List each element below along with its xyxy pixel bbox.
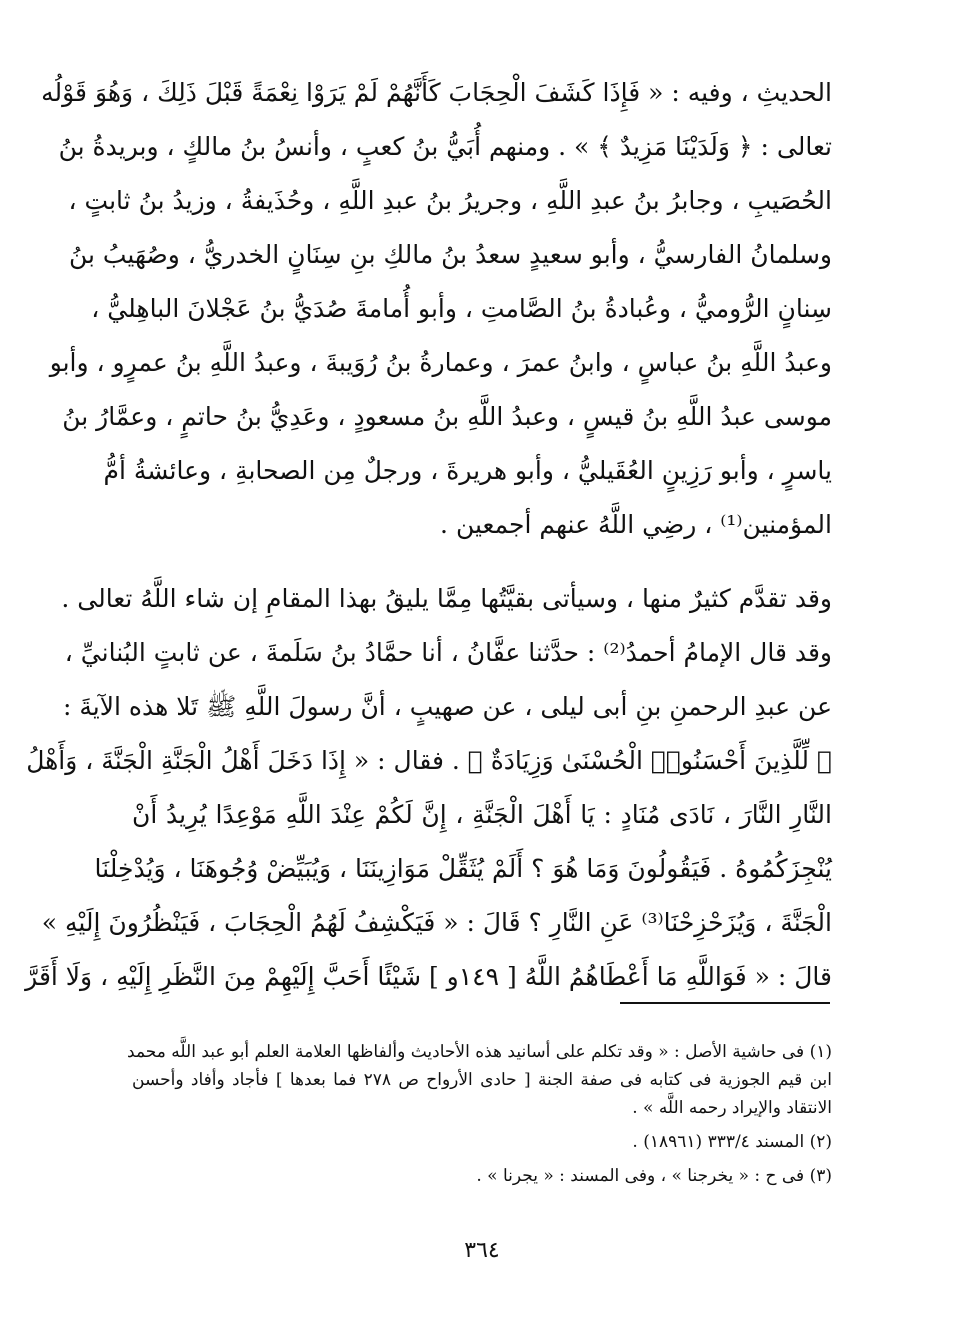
paragraph-spacer: [132, 552, 832, 572]
main-text: [25, 66, 832, 1004]
text-line: الْجَنَّةَ ، وَيُزَحْزِحْنَا⁽³⁾ عَنِ النَّارِ ؟ قَالَ : « فَيَكْشِفُ لَهُمُ الْحِجَابَ ، فَيَنْظُرُونَ إِلَيْهِ »: [41, 908, 832, 937]
footnotes: [127, 1038, 832, 1190]
footnote-separator: [620, 1002, 830, 1004]
text-line: النَّارِ النَّارَ ، نَادَى مُنَادٍ : يَا أَهْلَ الْجَنَّةِ ، إِنَّ لَكُمْ عِنْدَ اللَّهِ مَوْعِدًا يُرِيدُ أَنْ: [132, 800, 832, 829]
footnote-line: ابن قيم الجوزية فى كتابه فى صفة الجنة [ حادى الأرواح ص ٢٧٨ فما بعدها ] فأجاد وأفاد وأحسن: [132, 1070, 832, 1090]
text-line: وسلمانُ الفارسيُّ ، وأبو سعيدٍ سعدُ بنُ مالكِ بنِ سِنَانٍ الخدريُّ ، وصُهَيبُ بنُ: [68, 240, 832, 269]
text-line: موسى عبدُ اللَّهِ بنُ قيسٍ ، وعبدُ اللَّهِ بنُ مسعودٍ ، وعَدِيُّ بنُ حاتمٍ ، وعمَّارُ بنُ: [62, 402, 832, 431]
text-line: المؤمنين⁽¹⁾ ، رضِي اللَّهُ عنهم أجمعين .: [440, 510, 832, 539]
paragraph-1: [41, 66, 832, 552]
text-line: قالَ : « فَوَاللَّهِ مَا أَعْطَاهُمُ اللَّهُ [ ١٤٩و ] شَيْئًا أَحَبَّ إِلَيْهِمْ مِنَ النَّظَرِ إِلَيْهِ ، وَلَا أَقَرَّ: [25, 962, 832, 991]
text-line: الحديثِ ، وفيه : « فَإِذَا كَشَفَ الْحِجَابَ كَأَنَّهُمْ لَمْ يَرَوْا نِعْمَةً قَبْلَ ذَلِكَ ، وَهُوَ قَوْلُه: [41, 78, 832, 107]
footnote-line: (١) فى حاشية الأصل : « وقد تكلم على أسانيد هذه الأحاديث وألفاظها العلامة العلم أبو عبد اللَّه محمد: [127, 1042, 832, 1062]
footnote-1: [127, 1038, 832, 1122]
text-line: وقد قال الإمامُ أحمدُ⁽²⁾ : حدَّثنا عفَّانُ ، أنا حمَّادُ بنُ سَلَمةَ ، عن ثابتٍ البُنانيِّ ،: [64, 638, 832, 667]
page-number: ٣٦٤: [464, 1238, 500, 1263]
text-line: سِنانٍ الرُّوميُّ ، وعُبادةُ بنُ الصَّامتِ ، وأبو أُمامةَ صُدَيُّ بنُ عَجْلانَ الباهِليُّ ،: [91, 294, 832, 323]
footnote-line: الانتقاد والإيراد رحمه اللَّه » .: [632, 1098, 832, 1118]
text-line: تعالى : ﴿ وَلَدَيْنَا مَزِيدٌ ﴾ » . ومنهم أُبَيُّ بنُ كعبٍ ، وأنسُ بنُ مالكٍ ، وبريدةُ بنُ: [58, 132, 832, 161]
paragraph-2: [25, 572, 832, 1004]
text-line: ياسرٍ ، وأبو رَزِينٍ العُقَيليُّ ، وأبو هريرةَ ، ورجلٌ مِن الصحابةِ ، وعائشةُ أمُّ: [103, 456, 832, 485]
footnote-3: (٣) فى ح : « يخرجنا » ، وفى المسند : « يجرنا » .: [476, 1166, 832, 1186]
footnote-2: (٢) المسند ٣٣٣/٤ (١٨٩٦١) .: [632, 1132, 832, 1152]
text-line: يُنْجِزَكُمُوهُ . فَيَقُولُونَ وَمَا هُوَ ؟ أَلَمْ يُثَقِّلْ مَوَازِينَنَا ، وَيُبَيِّضْ وُجُوهَنَا ، وَيُدْخِلْنَا: [94, 854, 832, 883]
text-line: ﴿ لِّلَّذِينَ أَحْسَنُوا۟ الْحُسْنَىٰ وَزِيَادَةٌ ﴾ . فقال : « إِذَا دَخَلَ أَهْلُ الْجَنَّةِ الْجَنَّةَ ، وَأَهْلُ: [26, 746, 832, 775]
text-line: عن عبدِ الرحمنِ بنِ أبى ليلى ، عن صهيبٍ ، أنَّ رسولَ اللَّهِ ﷺ تَلا هذه الآيةَ :: [63, 692, 832, 721]
text-line: وقد تقدَّم كثيرٌ منها ، وسيأتى بقيَّتُها مِمَّا يليقُ بهذا المقامِ إن شاء اللَّهُ تعالى .: [61, 584, 832, 613]
text-line: الحُصَيبِ ، وجابرُ بنُ عبدِ اللَّهِ ، وجريرُ بنُ عبدِ اللَّهِ ، وحُذَيفةُ ، وزيدُ بنُ ثابتٍ ،: [68, 186, 832, 215]
text-line: وعبدُ اللَّهِ بنُ عباسٍ ، وابنُ عمرَ ، وعمارةُ بنُ رُوَيبةَ ، وعبدُ اللَّهِ بنُ عمرٍو ، وأبو: [49, 348, 832, 377]
